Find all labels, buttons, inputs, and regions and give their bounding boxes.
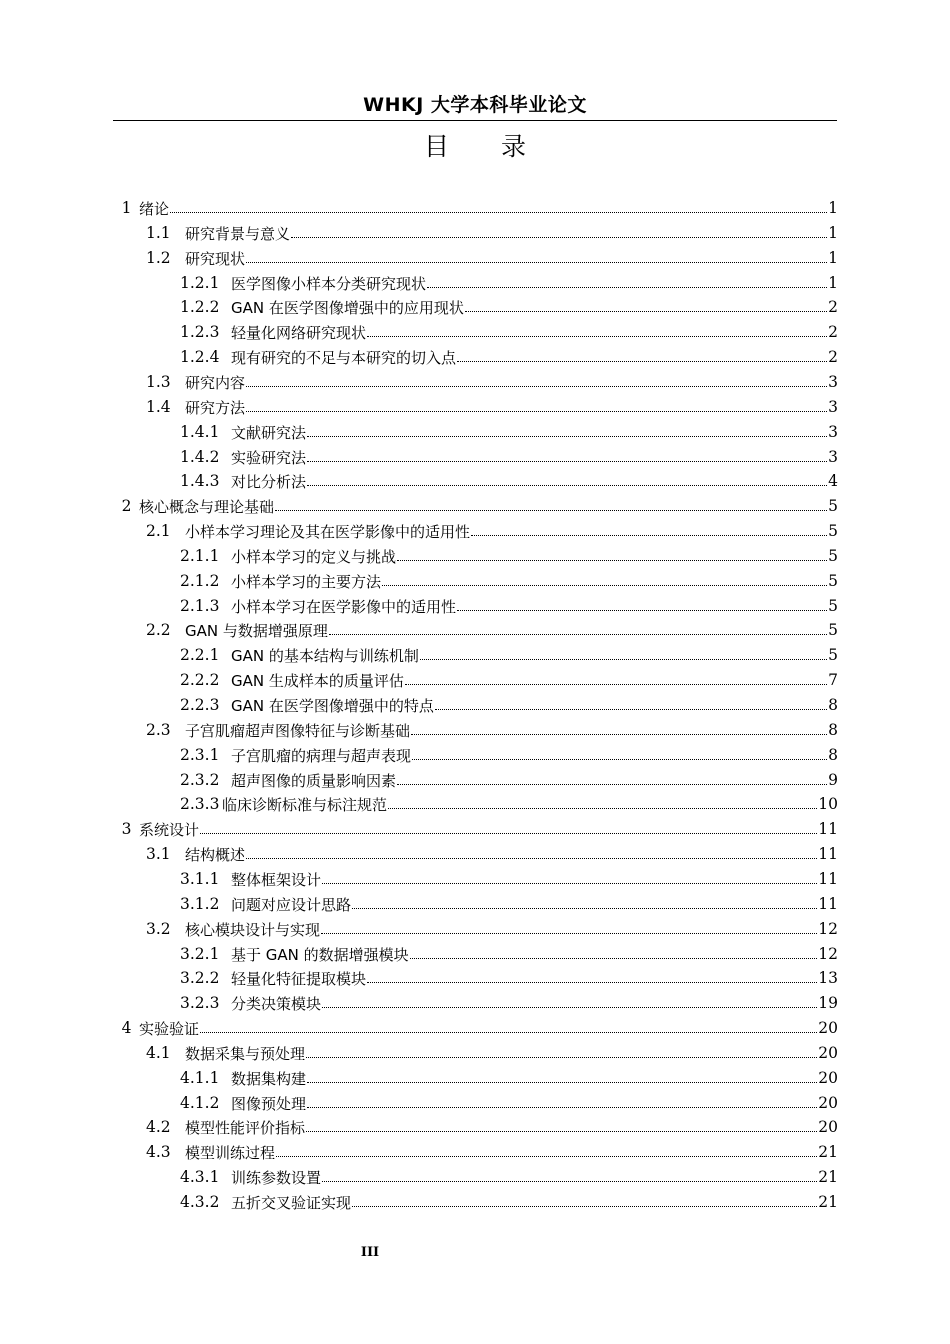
toc-dot-leader <box>329 633 827 635</box>
toc-entry-page: 21 <box>818 1168 838 1186</box>
toc-dot-leader <box>246 857 817 859</box>
toc-entry-page: 5 <box>828 597 838 615</box>
toc-entry-page: 8 <box>828 721 838 739</box>
toc-dot-leader <box>457 360 827 362</box>
toc-entry-number: 2.1.2 <box>180 572 220 590</box>
toc-entry-page: 1 <box>828 224 838 242</box>
toc-entry-title: 实验研究法 <box>231 448 307 467</box>
toc-entry-number: 3 <box>121 820 132 838</box>
toc-entry-number: 2.1.3 <box>180 597 220 615</box>
toc-entry-page: 13 <box>818 969 838 987</box>
toc-entry-title: 数据采集与预处理 <box>185 1044 306 1063</box>
toc-dot-leader <box>382 584 827 586</box>
toc-entry[interactable] <box>114 494 838 518</box>
toc-entry-number: 2.3.1 <box>180 746 220 764</box>
toc-entry[interactable] <box>180 445 838 469</box>
toc-entry-title: 超声图像的质量影响因素 <box>231 771 397 790</box>
toc-dot-leader <box>367 981 817 983</box>
toc-entry-title: 模型性能评价指标 <box>185 1118 306 1137</box>
toc-dot-leader <box>411 733 827 735</box>
toc-entry[interactable] <box>180 594 838 618</box>
toc-entry-title: 研究内容 <box>185 373 246 392</box>
toc-entry-page: 11 <box>818 895 838 913</box>
toc-dot-leader <box>352 1205 817 1207</box>
page-number: III <box>360 1245 380 1260</box>
toc-entry[interactable] <box>146 246 838 270</box>
toc-dot-leader <box>307 1081 817 1083</box>
toc-entry-title: 基于 GAN 的数据增强模块 <box>231 945 409 964</box>
toc-entry[interactable] <box>146 221 838 245</box>
toc-entry-number: 3.1 <box>146 845 171 863</box>
toc-entry-number: 4.3.1 <box>180 1168 220 1186</box>
toc-entry-page: 12 <box>818 920 838 938</box>
toc-entry-page: 11 <box>818 820 838 838</box>
toc-entry-number: 2.2.3 <box>180 696 220 714</box>
toc-entry-page: 10 <box>818 795 838 813</box>
toc-entry-number: 2.3 <box>146 721 171 739</box>
toc-entry-title: 小样本学习的定义与挑战 <box>231 547 397 566</box>
toc-entry-page: 5 <box>828 522 838 540</box>
toc-entry-page: 11 <box>818 845 838 863</box>
toc-entry[interactable] <box>180 693 838 717</box>
toc-entry-number: 2.1 <box>146 522 171 540</box>
toc-entry-page: 5 <box>828 547 838 565</box>
toc-entry-title: 训练参数设置 <box>231 1168 322 1187</box>
toc-dot-leader <box>420 658 827 660</box>
page-header <box>113 92 837 121</box>
toc-dot-leader <box>200 832 817 834</box>
toc-entry-number: 2.2 <box>146 621 171 639</box>
toc-entry-page: 20 <box>818 1069 838 1087</box>
toc-entry[interactable] <box>180 743 838 767</box>
toc-entry-page: 2 <box>828 323 838 341</box>
toc-entry-title: GAN 的基本结构与训练机制 <box>231 646 419 665</box>
toc-entry[interactable] <box>180 544 838 568</box>
toc-entry-page: 2 <box>828 298 838 316</box>
toc-entry[interactable] <box>180 1091 838 1115</box>
toc-dot-leader <box>307 435 827 437</box>
toc-entry[interactable] <box>114 1016 838 1040</box>
toc-entry-page: 1 <box>828 199 838 217</box>
toc-entry-number: 1.4.1 <box>180 423 220 441</box>
toc-entry[interactable] <box>180 320 838 344</box>
toc-entry[interactable] <box>180 643 838 667</box>
toc-entry-number: 3.1.1 <box>180 870 220 888</box>
toc-entry-title: 五折交叉验证实现 <box>231 1193 352 1212</box>
toc-entry-number: 3.2.2 <box>180 969 220 987</box>
toc-dot-leader <box>322 1180 817 1182</box>
toc-entry-number: 1.4 <box>146 398 171 416</box>
toc-dot-leader <box>405 683 827 685</box>
toc-dot-leader <box>200 1031 817 1033</box>
toc-dot-leader <box>307 1106 817 1108</box>
toc-entry[interactable] <box>180 792 838 816</box>
toc-entry-page: 3 <box>828 373 838 391</box>
toc-entry-page: 11 <box>818 870 838 888</box>
toc-entry-page: 20 <box>818 1019 838 1037</box>
toc-entry-title: 系统设计 <box>139 820 200 839</box>
toc-dot-leader <box>427 286 827 288</box>
toc-dot-leader <box>471 534 827 536</box>
toc-entry-title: 结构概述 <box>185 845 246 864</box>
toc-entry[interactable] <box>180 1165 838 1189</box>
toc-entry[interactable] <box>180 420 838 444</box>
toc-entry-title: 绪论 <box>139 199 170 218</box>
toc-entry-page: 8 <box>828 746 838 764</box>
toc-entry-page: 5 <box>828 646 838 664</box>
toc-entry[interactable] <box>180 668 838 692</box>
toc-entry-number: 2.1.1 <box>180 547 220 565</box>
toc-entry-page: 3 <box>828 398 838 416</box>
toc-entry[interactable] <box>180 345 838 369</box>
toc-entry[interactable] <box>180 295 838 319</box>
toc-dot-leader <box>321 932 817 934</box>
toc-entry-number: 2.3.3 <box>180 795 220 813</box>
toc-entry-number: 1.3 <box>146 373 171 391</box>
toc-entry-page: 3 <box>828 448 838 466</box>
toc-entry-page: 12 <box>818 945 838 963</box>
toc-entry-title: GAN 在医学图像增强中的特点 <box>231 696 434 715</box>
toc-entry-number: 4.1.2 <box>180 1094 220 1112</box>
toc-entry[interactable] <box>180 867 838 891</box>
toc-entry-page: 20 <box>818 1044 838 1062</box>
toc-entry-page: 7 <box>828 671 838 689</box>
toc-entry[interactable] <box>146 618 838 642</box>
toc-entry-number: 3.2.3 <box>180 994 220 1012</box>
toc-entry-title: 问题对应设计思路 <box>231 895 352 914</box>
toc-entry-number: 3.2.1 <box>180 945 220 963</box>
toc-entry-page: 5 <box>828 621 838 639</box>
toc-entry[interactable] <box>180 271 838 295</box>
toc-entry-title: 研究现状 <box>185 249 246 268</box>
toc-entry-title: 文献研究法 <box>231 423 307 442</box>
toc-dot-leader <box>307 484 827 486</box>
toc-entry-number: 2.3.2 <box>180 771 220 789</box>
toc-dot-leader <box>291 236 827 238</box>
toc-entry-title: 轻量化特征提取模块 <box>231 969 367 988</box>
toc-entry-title: 整体框架设计 <box>231 870 322 889</box>
toc-entry-title: 小样本学习的主要方法 <box>231 572 382 591</box>
toc-entry-number: 1.2.4 <box>180 348 220 366</box>
toc-entry[interactable] <box>180 768 838 792</box>
toc-dot-leader <box>435 708 827 710</box>
toc-dot-leader <box>246 385 827 387</box>
toc-entry-number: 2.2.2 <box>180 671 220 689</box>
toc-entry-number: 1.1 <box>146 224 171 242</box>
toc-entry-title: 数据集构建 <box>231 1069 307 1088</box>
toc-entry-number: 1.2.2 <box>180 298 220 316</box>
toc-entry-number: 2 <box>121 497 132 515</box>
toc-entry-title: 研究方法 <box>185 398 246 417</box>
toc-dot-leader <box>397 559 827 561</box>
toc-dot-leader <box>246 410 827 412</box>
toc-entry-number: 4 <box>121 1019 132 1037</box>
toc-entry[interactable] <box>146 1115 838 1139</box>
toc-dot-leader <box>276 1155 817 1157</box>
toc-entry-title: 核心概念与理论基础 <box>139 497 275 516</box>
toc-entry-page: 20 <box>818 1118 838 1136</box>
toc-entry-page: 21 <box>818 1143 838 1161</box>
toc-entry[interactable] <box>146 370 838 394</box>
toc-dot-leader <box>465 310 827 312</box>
toc-entry-number: 2.2.1 <box>180 646 220 664</box>
toc-entry-title: 小样本学习在医学影像中的适用性 <box>231 597 457 616</box>
toc-entry-page: 1 <box>828 249 838 267</box>
toc-dot-leader <box>388 807 817 809</box>
toc-entry-title: GAN 生成样本的质量评估 <box>231 671 404 690</box>
toc-entry-page: 20 <box>818 1094 838 1112</box>
toc-dot-leader <box>306 1130 817 1132</box>
toc-entry-page: 5 <box>828 572 838 590</box>
toc-title: 目 录 <box>424 132 548 161</box>
toc-entry-number: 1.2.1 <box>180 274 220 292</box>
toc-entry-number: 1.2 <box>146 249 171 267</box>
toc-entry[interactable] <box>180 1066 838 1090</box>
toc-entry-title: 临床诊断标准与标注规范 <box>222 795 388 814</box>
toc-entry-title: 对比分析法 <box>231 472 307 491</box>
toc-entry[interactable] <box>180 966 838 990</box>
toc-entry-number: 4.2 <box>146 1118 171 1136</box>
toc-entry[interactable] <box>146 842 838 866</box>
toc-dot-leader <box>397 783 827 785</box>
toc-dot-leader <box>457 609 827 611</box>
toc-dot-leader <box>246 261 827 263</box>
toc-entry-number: 1 <box>121 199 132 217</box>
toc-entry[interactable] <box>146 519 838 543</box>
toc-dot-leader <box>352 907 817 909</box>
toc-dot-leader <box>412 758 827 760</box>
toc-entry-title: 现有研究的不足与本研究的切入点 <box>231 348 457 367</box>
toc-entry[interactable] <box>180 569 838 593</box>
toc-entry[interactable] <box>114 196 838 220</box>
toc-entry-title: 小样本学习理论及其在医学影像中的适用性 <box>185 522 471 541</box>
toc-dot-leader <box>307 460 827 462</box>
toc-dot-leader <box>170 211 827 213</box>
toc-dot-leader <box>322 882 817 884</box>
toc-dot-leader <box>322 1006 817 1008</box>
toc-entry-title: 子宫肌瘤超声图像特征与诊断基础 <box>185 721 411 740</box>
toc-entry-title: 轻量化网络研究现状 <box>231 323 367 342</box>
toc-entry-title: 实验验证 <box>139 1019 200 1038</box>
toc-entry[interactable] <box>146 917 838 941</box>
toc-entry-number: 4.3 <box>146 1143 171 1161</box>
toc-entry-title: 分类决策模块 <box>231 994 322 1013</box>
toc-dot-leader <box>275 509 827 511</box>
toc-entry-title: 核心模块设计与实现 <box>185 920 321 939</box>
toc-entry-page: 5 <box>828 497 838 515</box>
toc-entry-page: 21 <box>818 1193 838 1211</box>
toc-entry[interactable] <box>114 817 838 841</box>
toc-entry-page: 4 <box>828 472 838 490</box>
toc-entry[interactable] <box>180 892 838 916</box>
toc-entry-number: 3.1.2 <box>180 895 220 913</box>
toc-entry[interactable] <box>146 718 838 742</box>
toc-entry-number: 4.1.1 <box>180 1069 220 1087</box>
toc-entry[interactable] <box>146 1140 838 1164</box>
toc-entry[interactable] <box>180 942 838 966</box>
toc-entry-number: 4.1 <box>146 1044 171 1062</box>
toc-entry-page: 2 <box>828 348 838 366</box>
toc-entry-title: GAN 在医学图像增强中的应用现状 <box>231 298 464 317</box>
toc-entry[interactable] <box>146 395 838 419</box>
toc-entry-number: 3.2 <box>146 920 171 938</box>
toc-dot-leader <box>306 1056 817 1058</box>
toc-entry-page: 19 <box>818 994 838 1012</box>
toc-entry[interactable] <box>180 1190 838 1214</box>
toc-entry-number: 1.2.3 <box>180 323 220 341</box>
toc-entry-number: 1.4.3 <box>180 472 220 490</box>
toc-entry-title: GAN 与数据增强原理 <box>185 621 328 640</box>
toc-entry-number: 1.4.2 <box>180 448 220 466</box>
toc-entry-page: 1 <box>828 274 838 292</box>
toc-entry-title: 子宫肌瘤的病理与超声表现 <box>231 746 412 765</box>
toc-entry-title: 医学图像小样本分类研究现状 <box>231 274 427 293</box>
toc-entry-page: 3 <box>828 423 838 441</box>
toc-dot-leader <box>367 335 827 337</box>
toc-entry-page: 8 <box>828 696 838 714</box>
toc-entry-title: 图像预处理 <box>231 1094 307 1113</box>
toc-dot-leader <box>410 957 818 959</box>
toc-entry-title: 模型训练过程 <box>185 1143 276 1162</box>
toc-entry[interactable] <box>180 469 838 493</box>
toc-entry[interactable] <box>146 1041 838 1065</box>
toc-entry-title: 研究背景与意义 <box>185 224 291 243</box>
header-title: WHKJ 大学本科毕业论文 <box>363 94 587 116</box>
toc-entry-number: 4.3.2 <box>180 1193 220 1211</box>
toc-entry-page: 9 <box>828 771 838 789</box>
toc-entry[interactable] <box>180 991 838 1015</box>
